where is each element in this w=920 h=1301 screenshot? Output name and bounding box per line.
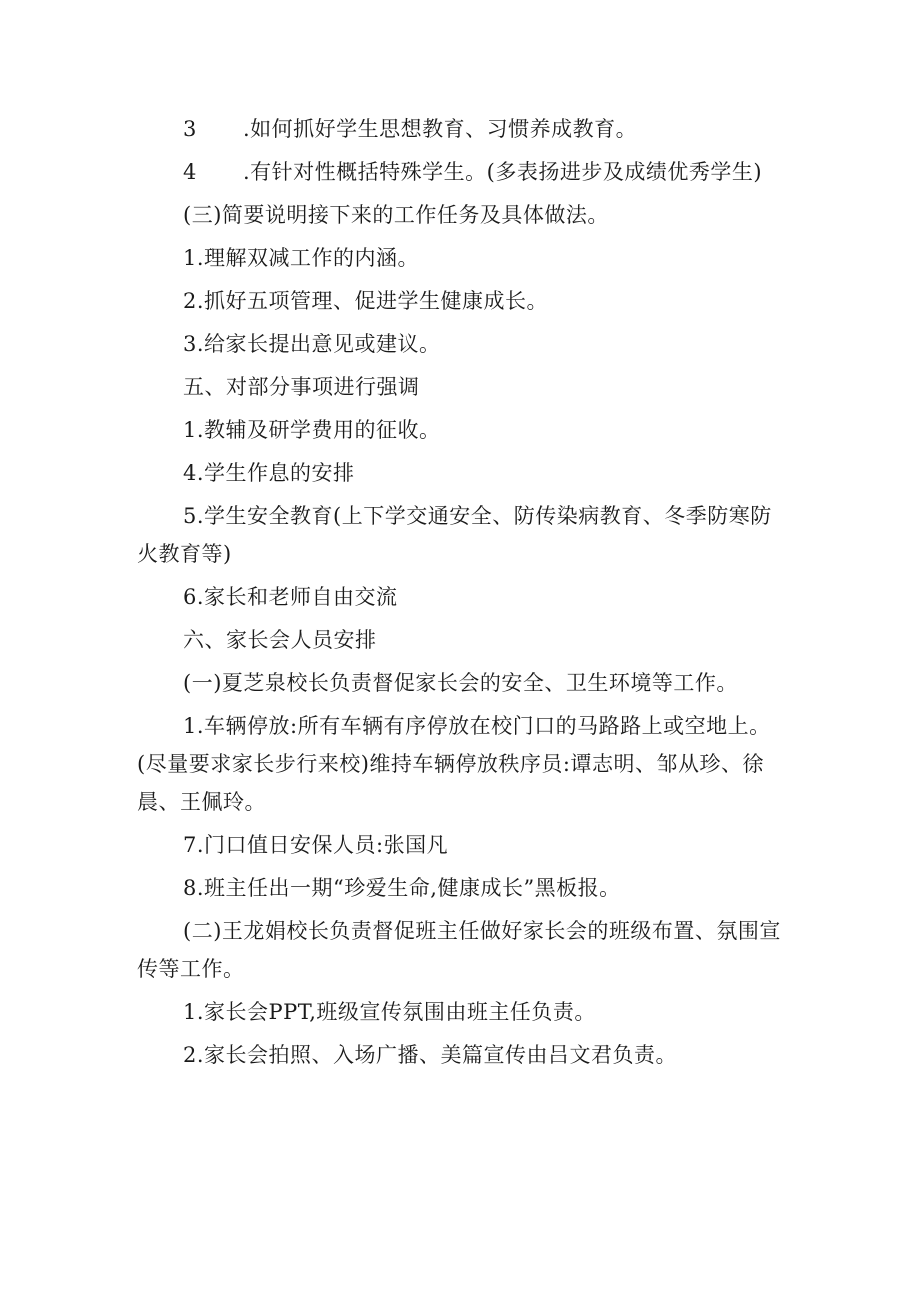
paragraph-text: 5.学生安全教育(上下学交通安全、防传染病教育、冬季防寒防火教育等) bbox=[137, 504, 772, 566]
paragraph-text: 2.家长会拍照、入场广播、美篇宣传由吕文君负责。 bbox=[183, 1043, 678, 1067]
item-number: 4 bbox=[183, 160, 197, 184]
paragraph-text: 1.理解双减工作的内涵。 bbox=[183, 246, 420, 270]
paragraph-text: 1.车辆停放:所有车辆有序停放在校门口的马路路上或空地上。(尽量要求家长步行来校)维持车辆停放秩序员:谭志明、邹从珍、徐晨、王佩玲。 bbox=[137, 714, 771, 814]
paragraph-item-3 bbox=[137, 110, 787, 148]
document-body bbox=[137, 110, 787, 1074]
paragraph-text: .有针对性概括特殊学生。(多表扬进步及成绩优秀学生) bbox=[243, 160, 763, 184]
paragraph-text: .如何抓好学生思想教育、习惯养成教育。 bbox=[243, 117, 638, 141]
section-heading-3: (三)简要说明接下来的工作任务及具体做法。 bbox=[183, 203, 609, 227]
paragraph-text: 1.教辅及研学费用的征收。 bbox=[183, 418, 441, 442]
section-heading-6: 六、家长会人员安排 bbox=[183, 628, 377, 652]
paragraph-text: 2.抓好五项管理、促进学生健康成长。 bbox=[183, 289, 549, 313]
paragraph-item-4 bbox=[137, 153, 787, 191]
paragraph-text: 8.班主任出一期“珍爱生命,健康成长”黑板报。 bbox=[183, 876, 621, 900]
item-number: 3 bbox=[183, 117, 197, 141]
paragraph-text: 3.给家长提出意见或建议。 bbox=[183, 332, 441, 356]
section-heading-5: 五、对部分事项进行强调 bbox=[183, 375, 420, 399]
subsection-heading-1: (一)夏芝泉校长负责督促家长会的安全、卫生环境等工作。 bbox=[183, 671, 738, 695]
paragraph-text: 4.学生作息的安排 bbox=[183, 461, 355, 485]
paragraph-text: 7.门口值日安保人员:张国凡 bbox=[183, 833, 449, 857]
paragraph-text: 1.家长会PPT,班级宣传氛围由班主任负责。 bbox=[183, 1000, 596, 1024]
subsection-heading-2: (二)王龙娟校长负责督促班主任做好家长会的班级布置、氛围宣传等工作。 bbox=[137, 919, 781, 981]
paragraph-text: 6.家长和老师自由交流 bbox=[183, 585, 398, 609]
